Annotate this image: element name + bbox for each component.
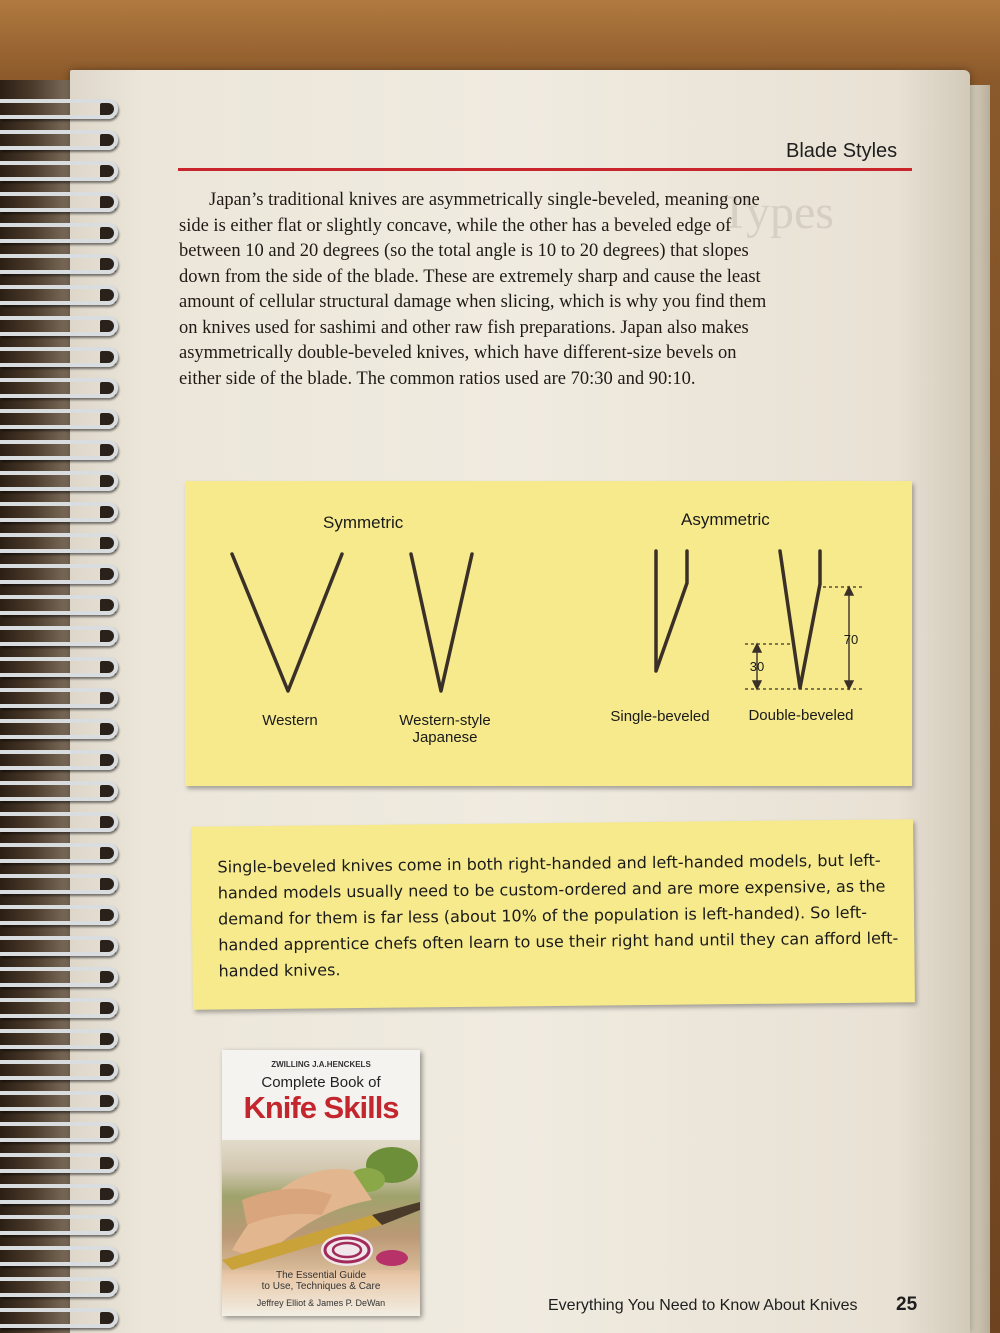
coil-wire (0, 223, 118, 243)
coil-wire (0, 936, 118, 956)
western-style-label (385, 712, 505, 746)
coil-wire (0, 347, 118, 367)
coil-wire (0, 657, 118, 677)
western-bevel-shape (232, 554, 342, 691)
wood-table-background (0, 0, 1000, 80)
binding-coil (0, 498, 130, 528)
binding-coil (0, 653, 130, 683)
binding-coil (0, 312, 130, 342)
note-text: Single-beveled knives come in both right-handed and left-handed models, but left-handed models usually need to be custom-ordered and are more expensive, as the demand for them is far less (about 10% of the population is left-handed). So left-handed apprentice chefs often learn to use their right hand until they can afford left-handed knives. (217, 850, 899, 981)
section-title: Blade Styles (786, 140, 898, 162)
binding-coil (0, 963, 130, 993)
binding-coil (0, 1242, 130, 1272)
body-paragraph: Japan’s traditional knives are asymmetrically single-beveled, meaning one side is either flat or slightly concave, while the other has a beveled edge of between 10 and 20 degrees (so the total angle is 10 to 20 degrees) that slopes down from the side of the blade. These are extremely sharp and cause the least amount of cellular structural damage when slicing, which is why you find them on knives used for sashimi and other raw fish preparations. Japan also makes asymmetrically double-beveled knives, which have different-size bevels on either side of the blade. The common ratios used are 70:30 and 90:10. (179, 190, 767, 389)
coil-wire (0, 998, 118, 1018)
binding-coil (0, 1118, 130, 1148)
book-subtitle: Complete Book of (261, 1074, 381, 1091)
binding-coil (0, 219, 130, 249)
arrow-30-head-down (753, 681, 761, 689)
coil-wire (0, 1277, 118, 1297)
binding-coil (0, 1180, 130, 1210)
bevel-diagram (185, 481, 912, 786)
binding-coil (0, 715, 130, 745)
binding-coil (0, 1273, 130, 1303)
binding-coil (0, 374, 130, 404)
coil-wire (0, 471, 118, 491)
binding-coil (0, 808, 130, 838)
coil-wire (0, 1122, 118, 1142)
coil-wire (0, 595, 118, 615)
coil-wire (0, 626, 118, 646)
asymmetric-heading: Asymmetric (681, 510, 770, 529)
book-tagline-line1: The Essential Guide (275, 1270, 367, 1281)
page-number: 25 (896, 1294, 918, 1315)
binding-coil (0, 467, 130, 497)
binding-coil (0, 777, 130, 807)
coil-wire (0, 781, 118, 801)
book-title: Knife Skills (243, 1090, 399, 1125)
arrow-30-head-up (753, 644, 761, 652)
binding-coil (0, 1304, 130, 1333)
running-footer-title: Everything You Need to Know About Knives (548, 1297, 858, 1314)
western-style-japanese-bevel-shape (411, 554, 472, 691)
coil-wire (0, 1215, 118, 1235)
binding-coil (0, 901, 130, 931)
binding-coil (0, 1025, 130, 1055)
coil-wire (0, 564, 118, 584)
single-bevel-shape (656, 551, 687, 671)
double-bevel-shape (780, 551, 820, 688)
coil-wire (0, 843, 118, 863)
western-style-label-line2: Japanese (412, 729, 478, 746)
coil-wire (0, 905, 118, 925)
coil-wire (0, 1308, 118, 1328)
book-cover-photo (222, 1140, 420, 1270)
coil-wire (0, 750, 118, 770)
book-cover-image (222, 1050, 420, 1316)
binding-coil (0, 126, 130, 156)
ratio-70-label: 70 (843, 632, 859, 647)
body-paragraph-block (179, 188, 779, 392)
binding-coil (0, 281, 130, 311)
coil-wire (0, 1246, 118, 1266)
binding-coil (0, 1149, 130, 1179)
binding-coil (0, 343, 130, 373)
coil-wire (0, 533, 118, 553)
coil-wire (0, 1184, 118, 1204)
binding-coil (0, 436, 130, 466)
coil-wire (0, 161, 118, 181)
double-beveled-label: Double-beveled (748, 707, 854, 724)
bevel-diagram-box (185, 481, 912, 786)
book-tagline (222, 1270, 420, 1292)
binding-coil (0, 157, 130, 187)
book-authors: Jeffrey Elliot & James P. DeWan (256, 1298, 386, 1308)
coil-wire (0, 192, 118, 212)
coil-wire (0, 99, 118, 119)
coil-wire (0, 440, 118, 460)
coil-wire (0, 1029, 118, 1049)
binding-coil (0, 405, 130, 435)
binding-coil (0, 1087, 130, 1117)
coil-wire (0, 285, 118, 305)
book-tagline-line2: to Use, Techniques & Care (261, 1281, 381, 1292)
coil-wire (0, 409, 118, 429)
binding-coil (0, 684, 130, 714)
header-rule (178, 168, 912, 171)
coil-wire (0, 502, 118, 522)
binding-coil (0, 95, 130, 125)
binding-coil (0, 1056, 130, 1086)
binding-coil (0, 622, 130, 652)
coil-wire (0, 1091, 118, 1111)
bleed-through-heading: Types (720, 186, 834, 239)
binding-coil (0, 250, 130, 280)
coil-wire (0, 378, 118, 398)
arrow-70-head-up (845, 587, 853, 595)
binding-coil (0, 188, 130, 218)
coil-wire (0, 719, 118, 739)
arrow-70-head-down (845, 681, 853, 689)
binding-coil (0, 591, 130, 621)
binding-coil (0, 529, 130, 559)
coil-wire (0, 316, 118, 336)
binding-coil (0, 870, 130, 900)
binding-coil (0, 932, 130, 962)
binding-coil (0, 994, 130, 1024)
coil-wire (0, 130, 118, 150)
binding-coil (0, 746, 130, 776)
coil-wire (0, 254, 118, 274)
left-handed-note-box (191, 819, 915, 1010)
book-brand: ZWILLING J.A.HENCKELS (271, 1060, 371, 1069)
binding-coil (0, 1211, 130, 1241)
single-beveled-label: Single-beveled (610, 708, 710, 725)
coil-wire (0, 874, 118, 894)
ratio-30-label: 30 (749, 659, 765, 674)
coil-wire (0, 967, 118, 987)
coil-wire (0, 1153, 118, 1173)
coil-wire (0, 812, 118, 832)
coil-wire (0, 688, 118, 708)
coil-wire (0, 1060, 118, 1080)
symmetric-heading: Symmetric (323, 513, 404, 532)
binding-coil (0, 560, 130, 590)
western-style-label-line1: Western-style (399, 712, 491, 729)
binding-coil (0, 839, 130, 869)
western-label: Western (262, 712, 318, 729)
